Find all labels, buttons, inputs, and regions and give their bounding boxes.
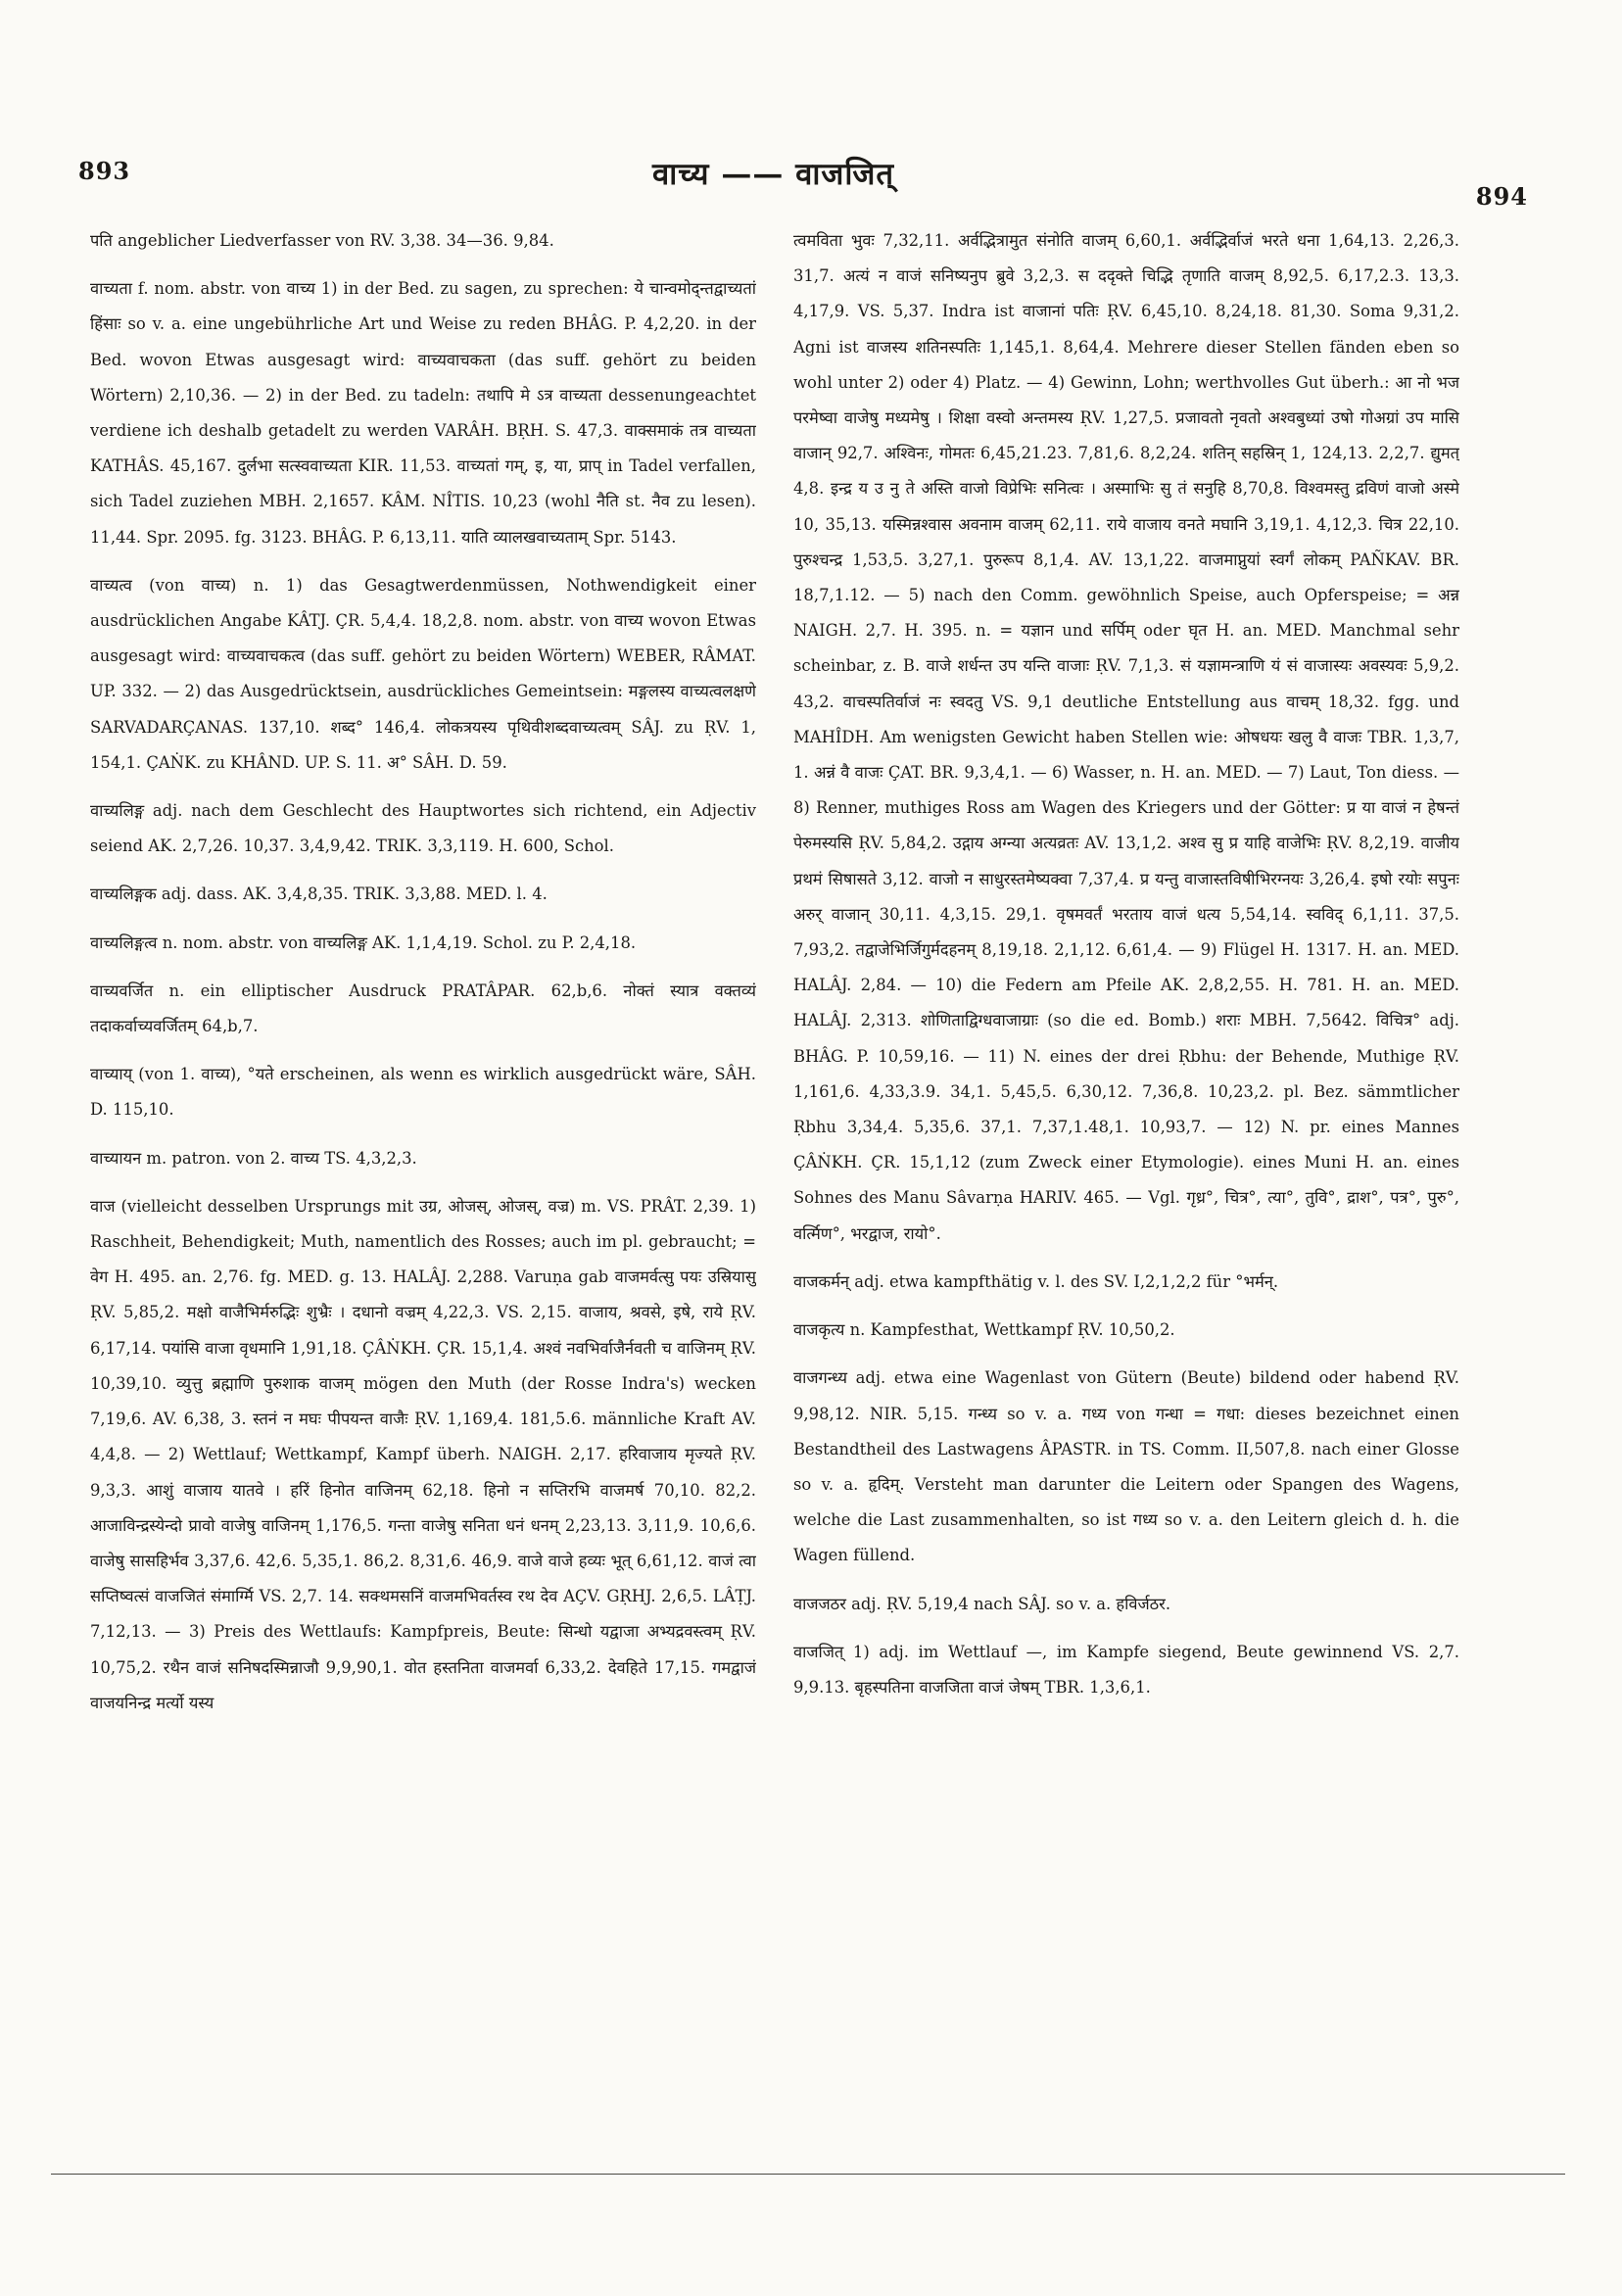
- dictionary-entry: वाज (vielleicht desselben Ursprungs mit उग्र, ओजस्, ओजस्, वज्र) m. VS. PRÂT. 2,39. 1) Raschheit, Behendigkeit; Muth, namentlich des Rosses; auch im pl. gebraucht; = वेग H. 495. an. 2,76. fg. MED. g. 13. HALÂJ. 2,288. Varuṇa gab वाजमर्वत्सु पयः उस्रियासु ṚV. 5,85,2. मक्षो वाजैभिर्मरुद्भिः शुभ्रैः । दधानो वज्रम् 4,22,3. VS. 2,15. वाजाय, श्रवसे, इषे, राये ṚV. 6,17,14. पयांसि वाजा वृधमानि 1,91,18. ÇÂṄKH. ÇR. 15,1,4. अश्वं नवभिर्वाजैर्नवती च वाजिनम् ṚV. 10,39,10. व्युत्तु ब्रह्माणि पुरुशाक वाजम् mögen den Muth (der Rosse Indra's) wecken 7,19,6. AV. 6,38, 3. स्तनं न मघः पीपयन्त वाजैः ṚV. 1,169,4. 181,5.6. männliche Kraft AV. 4,4,8. — 2) Wettlauf; Wettkampf, Kampf überh. NAIGH. 2,17. हरिवाजाय मृज्यते ṚV. 9,3,3. आशुं वाजाय यातवे । हरिं हिनोत वाजिनम् 62,18. हिनो न सप्तिरभि वाजमर्ष 70,10. 82,2. आजाविन्द्रस्येन्दो प्रावो वाजेषु वाजिनम् 1,176,5. गन्ता वाजेषु सनिता धनं धनम् 2,23,13. 3,11,9. 10,6,6. वाजेषु सासहिर्भव 3,37,6. 42,6. 5,35,1. 86,2. 8,31,6. 46,9. वाजे वाजे हव्यः भूत् 6,61,12. वाजं त्वा सप्तिष्वत्सं वाजजितं संमार्ग्मि VS. 2,7. 14. सक्थमसनिं वाजमभिवर्तस्व रथ देव AÇV. GṚHJ. 2,6,5. LÂṬJ. 7,12,13. — 3) Preis des Wettlaufs: Kampfpreis, Beute: सिन्धो यद्वाजा अभ्यद्रवस्त्वम् ṚV. 10,75,2. रथैन वाजं सनिषदस्मिन्नाजौ 9,9,90,1. वोत हस्तनिता वाजमर्वा 6,33,2. देवहिते 17,15. गमद्वाजं वाजयनिन्द्र मर्त्यो यस्य: [90, 1196, 756, 1712]
- dictionary-entry: वाजजठर adj. ṚV. 5,19,4 nach SÂJ. so v. a. हविर्जठर.: [793, 1594, 1171, 1613]
- dictionary-entry: वाच्यलिङ्ग adj. nach dem Geschlecht des Hauptwortes sich richtend, ein Adjectiv seiend AK. 2,7,26. 10,37. 3,4,9,42. TRIK. 3,3,119. H. 600, Schol.: [90, 801, 756, 856]
- right-column: [793, 223, 1459, 1967]
- dictionary-entry: पति angeblicher Liedverfasser von RV. 3,38. 34—36. 9,84.: [90, 231, 554, 250]
- dictionary-entry: वाच्यत्व (von वाच्य) n. 1) das Gesagtwerdenmüssen, Nothwendigkeit einer ausdrücklichen Angabe KÂTJ. ÇR. 5,4,4. 18,2,8. nom. abstr. von वाच्य wovon Etwas ausgesagt wird: वाच्यवाचकत्व (das suff. gehört zu beiden Wörtern) WEBER, RÂMAT. UP. 332. — 2) das Ausgedrücktsein, ausdrückliches Gemeintsein: मङ्गलस्य वाच्यत्वलक्षणे SARVADARÇANAS. 137,10. शब्द° 146,4. लोकत्रयस्य पृथिवीशब्दवाच्यत्वम् SÂJ. zu ṚV. 1, 154,1. ÇAṄK. zu KHÂND. UP. S. 11. अ° SÂH. D. 59.: [90, 575, 756, 772]
- dictionary-entry: वाच्यायन m. patron. von 2. वाच्य TS. 4,3,2,3.: [90, 1148, 417, 1168]
- dictionary-entry: वाच्यवर्जित n. ein elliptischer Ausdruck PRATÂPAR. 62,b,6. नोक्तं स्यात्र वक्तव्यं तदाकर्वाच्यवर्जितम् 64,b,7.: [90, 981, 756, 1036]
- dictionary-entry: वाच्यलिङ्गक adj. dass. AK. 3,4,8,35. TRIK. 3,3,88. MED. l. 4.: [90, 885, 548, 904]
- page-header: [78, 147, 1622, 211]
- dictionary-entry: वाजजित् 1) adj. im Wettlauf —, im Kampfe siegend, Beute gewinnend VS. 2,7. 9,9.13. बृहस्पतिना वाजजिता वाजं जेषम् TBR. 1,3,6,1.: [793, 1642, 1459, 1697]
- dictionary-entry: वाच्यलिङ्गत्व n. nom. abstr. von वाच्यलिङ्ग AK. 1,1,4,19. Schol. zu P. 2,4,18.: [90, 933, 637, 952]
- dictionary-entry: वाजकृत्य n. Kampfesthat, Wettkampf ṚV. 10,50,2.: [793, 1320, 1175, 1340]
- page-number-left: 893: [78, 157, 131, 185]
- dictionary-entry: वाच्यता f. nom. abstr. von वाच्य 1) in der Bed. zu sagen, zu sprechen: ये चान्वमोद्न्तद्वाच्यतां हिंसाः so v. a. eine ungebührliche Art und Weise zu reden BHÂG. P. 4,2,20. in der Bed. wovon Etwas ausgesagt wird: वाच्यवाचकता (das suff. gehört zu beiden Wörtern) 2,10,36. — 2) in der Bed. zu tadeln: तथापि मे ऽत्र वाच्यता dessenungeachtet verdiene ich deshalb getadelt zu werden VARÂH. BṚH. S. 47,3. वाक्समाकं तत्र वाच्यता KATHÂS. 45,167. दुर्लभा सत्स्ववाच्यता KIR. 11,53. वाच्यतां गम्, इ, या, प्राप् in Tadel verfallen, sich Tadel zuziehen MBH. 2,1657. KÂM. NÎTIS. 10,23 (wohl नैति st. नैव zu lesen). 11,44. Spr. 2095. fg. 3123. BHÂG. P. 6,13,11. याति व्यालखवाच्यताम् Spr. 5143.: [90, 279, 756, 547]
- dictionary-entry: त्वमविता भुवः 7,32,11. अर्वद्भित्रामुत संनोति वाजम् 6,60,1. अर्वद्भिर्वाजं भरते धना 1,64,13. 2,26,3. 31,7. अत्यं न वाजं सनिष्यनुप ब्रुवे 3,2,3. स ददृक्ते चिद्भि तृणाति वाजम् 8,92,5. 6,17,2.3. 13,3. 4,17,9. VS. 5,37. Indra ist वाजानां पतिः ṚV. 6,45,10. 8,24,18. 81,30. Soma 9,31,2. Agni ist वाजस्य शतिनस्पतिः 1,145,1. 8,64,4. Mehrere dieser Stellen fänden eben so wohl unter 2) oder 4) Platz. — 4) Gewinn, Lohn; werthvolles Gut überh.: आ नो भज परमेष्वा वाजेषु मध्यमेषु । शिक्षा वस्वो अन्तमस्य ṚV. 1,27,5. प्रजावतो नृवतो अश्वबुध्यां उषो गोअग्रां उप मासि वाजान् 92,7. अश्विनः, गोमतः 6,45,21.23. 7,81,6. 8,2,24. शतिन् सहस्रिन् 1, 124,13. 2,2,7. द्युमत् 4,8. इन्द्र य उ नु ते अस्ति वाजो विप्रेभिः सनित्वः । अस्माभिः सु तं सनुहि 8,70,8. विश्वमस्तु द्रविणं वाजो अस्मे 10, 35,13. यस्मिन्नश्वास अवनाम वाजम् 62,11. राये वाजाय वनते मघानि 3,19,1. 4,12,3. चित्र 22,10. पुरुश्चन्द्र 1,53,5. 3,27,1. पुरुरूप 8,1,4. AV. 13,1,22. वाजमाप्नुयां स्वर्गं लोकम् PAÑKAV. BR. 18,7,1.12. — 5) nach den Comm. gewöhnlich Speise, auch Opferspeise; = अन्न NAIGH. 2,7. H. 395. n. = यज्ञान und सर्पिम् oder घृत H. an. MED. Manchmal sehr scheinbar, z. B. वाजे शर्धन्त उप यन्ति वाजाः ṚV. 7,1,3. सं यज्ञामन्त्राणि यं सं वाजास्यः अवस्यवः 5,9,2. 43,2. वाचस्पतिर्वाजं नः स्वदतु VS. 9,1 deutliche Entstellung aus वाचम् 18,32. fgg. und MAHÎDH. Am wenigsten Gewicht haben Stellen wie: ओषधयः खलु वै वाजः TBR. 1,3,7, 1. अन्नं वै वाजः ÇAT. BR. 9,3,4,1. — 6) Wasser, n. H. an. MED. — 7) Laut, Ton diess. — 8) Renner, muthiges Ross am Wagen des Kriegers und der Götter: प्र या वाजं न हेषन्तं पेरुमस्यसि ṚV. 5,84,2. उद्गाय अग्न्या अत्यव्रतः AV. 13,1,2. अश्व सु प्र याहि वाजेभिः ṚV. 8,2,19. वाजीय प्रथमं सिषासते 3,12. वाजो न साधुरस्तमेष्यक्वा 7,37,4. प्र यन्तु वाजास्तविषीभिरग्नयः 3,26,4. इषो रयोः सपुनः अरुर् वाजान् 30,11. 4,3,15. 29,1. वृषमवर्तं भरताय वाजं धत्य 5,54,14. स्वविद् 6,1,11. 37,5. 7,93,2. तद्वाजेभिर्जिगुर्मदहनम् 8,19,18. 2,1,12. 6,61,4. — 9) Flügel H. 1317. H. an. MED. HALÂJ. 2,84. — 10) die Federn am Pfeile AK. 2,8,2,55. H. 781. H. an. MED. HALÂJ. 2,313. शोणिताद्विग्धवाजाग्राः (so die ed. Bomb.) शराः MBH. 7,5642. विचित्र° adj. BHÂG. P. 10,59,16. — 11) N. eines der drei Ṛbhu: der Behende, Muthige ṚV. 1,161,6. 4,33,3.9. 34,1. 5,45,5. 6,30,12. 7,36,8. 10,23,2. pl. Bez. sämmtlicher Ṛbhu 3,34,4. 5,35,6. 37,1. 7,37,1.48,1. 10,93,7. — 12) N. pr. eines Mannes ÇÂṄKH. ÇR. 15,1,12 (zum Zweck einer Etymologie). eines Muni H. an. eines Sohnes des Manu Sâvarṇa HARIV. 465. — Vgl. गृध्र°, चित्र°, त्या°, तुवि°, द्राश°, पत्र°, पुरु°, वर्त्मिण°, भरद्वाज, रायो°.: [793, 231, 1459, 1243]
- dictionary-entry: वाजगन्ध्य adj. etwa eine Wagenlast von Gütern (Beute) bildend oder habend ṚV. 9,98,12. NIR. 5,15. गन्ध्य so v. a. गध्य von गन्धा = गधा: dieses bezeichnet einen Bestandtheil des Lastwagens ÂPASTR. in TS. Comm. II,507,8. nach einer Glosse so v. a. हृदिम्. Versteht man darunter die Leitern oder Spangen des Wagens, welche die Last zusammenhalten, so ist गध्य so v. a. den Leitern gleich d. h. die Wagen füllend.: [793, 1368, 1459, 1565]
- dictionary-entry: वाजकर्मन् adj. etwa kampfthätig v. l. des SV. I,2,1,2,2 für °भर्मन्.: [793, 1271, 1279, 1291]
- running-head: वाच्य —— वाजजित्: [652, 157, 895, 192]
- page-number-right: 894: [1475, 182, 1528, 211]
- dictionary-entry: वाच्याय् (von 1. वाच्य), °यते erscheinen, als wenn es wirklich ausgedrückt wäre, SÂH. D. 115,10.: [90, 1065, 756, 1120]
- bottom-rule: [51, 2174, 1565, 2175]
- left-column: [90, 223, 756, 1967]
